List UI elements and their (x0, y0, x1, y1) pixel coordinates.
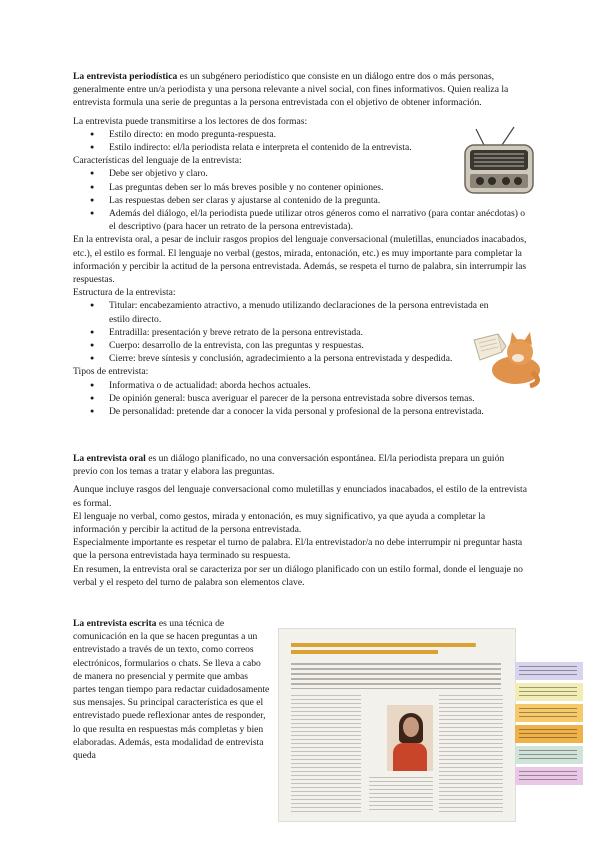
oral-p1 (73, 452, 527, 478)
cat-with-book-icon (472, 322, 544, 388)
structure-item: ● Cuerpo: desarrollo de la entrevista, con las preguntas y respuestas. (109, 339, 489, 352)
magazine-photo (387, 705, 433, 771)
section-escrita (73, 617, 271, 762)
forms-item: ● Estilo directo: en modo pregunta-respuesta. (109, 128, 527, 141)
types-item: ● De personalidad: pretende dar a conocer la vida personal y profesional de la persona entrevistada. (109, 405, 527, 418)
features-list (73, 167, 527, 233)
magazine-column-graphic (369, 777, 433, 813)
magazine-headline-graphic (291, 643, 501, 657)
side-box (515, 725, 583, 743)
features-item: ● Las preguntas deben ser lo más breves posible y no contener opiniones. (109, 181, 489, 194)
side-box (515, 704, 583, 722)
magazine-column-graphic (439, 695, 503, 813)
oral-p2: Aunque incluye rasgos del lenguaje conversacional como muletillas y enunciados inacabados, el estilo de la entrevista es formal. (73, 484, 527, 509)
magazine-side-boxes (515, 662, 583, 788)
forms-list (73, 128, 527, 154)
side-box (515, 767, 583, 785)
magazine-interview-image (278, 628, 516, 822)
structure-item: ● Titular: encabezamiento atractivo, a menudo utilizando declaraciones de la persona entrevistada en estilo directo. (109, 299, 489, 325)
features-intro: Características del lenguaje de la entrevista: (73, 155, 242, 167)
oral-p5: En resumen, la entrevista oral se caracteriza por ser un diálogo planificado con un estilo formal, donde el lenguaje no verbal y el respeto del turno de palabra son elementos clave. (73, 563, 523, 588)
intro-text: es un subgénero periodístico que consiste en un diálogo entre dos o más personas, generalmente entre un/a periodista y una persona relevante a nivel social, con fines informativos. Quien realiza la entrevista formula una serie de preguntas a la persona entrevistada con el objetivo de obtener información. (73, 71, 509, 109)
written-term: La entrevista escrita (73, 618, 157, 629)
written-text: es una técnica de comunicación en la que se hacen preguntas a un entrevistado a través de un texto, como correos electrónicos, formularios o chats. Se lleva a cabo de manera no presencial y permite que ambas partes tengan tiempo para redactar cuidadosamente sus mensajes. Su principal característica es que el entrevistado puede reflexionar antes de responder, lo que resulta en respuestas más completas y bien elaboradas. Además, esta modalidad de entrevista queda (73, 618, 270, 762)
side-box (515, 683, 583, 701)
types-item: ● Informativa o de actualidad: aborda hechos actuales. (109, 379, 527, 392)
types-item: ● De opinión general: busca averiguar el parecer de la persona entrevistada sobre diversos temas. (109, 392, 527, 405)
side-box (515, 746, 583, 764)
section-oral (73, 452, 527, 589)
radio-icon (462, 125, 537, 200)
oral-term: La entrevista oral (73, 453, 146, 464)
side-box (515, 662, 583, 680)
structure-list (73, 299, 527, 365)
section-periodistica (73, 70, 527, 418)
structure-item: ● Entradilla: presentación y breve retrato de la persona entrevistada. (109, 326, 489, 339)
oral-overview-paragraph: En la entrevista oral, a pesar de incluir rasgos propios del lenguaje conversacional (muletillas, enunciados inacabados, etc.), el estilo es formal. El lenguaje no verbal (gestos, mirada, entonación, etc.) es muy importante para completar la información y percibir la actitud de la persona entrevistada. Además, se respeta el turno de palabra, sin interrumpir las respuestas. (73, 234, 527, 286)
oral-p3: El lenguaje no verbal, como gestos, mirada y entonación, es muy significativo, ya que ayuda a completar la información y percibir la actitud de la persona entrevistada. (73, 510, 486, 536)
forms-intro: La entrevista puede transmitirse a los lectores de dos formas: (73, 115, 308, 127)
magazine-lead-graphic (291, 663, 501, 689)
types-list (73, 379, 527, 419)
features-item: ● Además del diálogo, el/la periodista puede utilizar otros géneros como el narrativo (para contar anécdotas) o el descriptivo (para hacer un retrato de la persona entrevistada). (109, 207, 527, 233)
intro-term: La entrevista periodística (73, 71, 178, 82)
features-item: ● Debe ser objetivo y claro. (109, 167, 489, 180)
structure-intro: Estructura de la entrevista: (73, 287, 176, 299)
intro-paragraph (73, 70, 527, 110)
types-intro: Tipos de entrevista: (73, 366, 149, 378)
oral-p1-text: es un diálogo planificado, no una conversación espontánea. El/la periodista prepara un guión previo con los temas a tratar y elabora las preguntas. (73, 453, 505, 478)
written-paragraph (73, 617, 271, 762)
features-item: ● Las respuestas deben ser claras y ajustarse al contenido de la pregunta. (109, 194, 489, 207)
structure-item: ● Cierre: breve síntesis y conclusión, agradecimiento a la persona entrevistada y despedida. (109, 352, 527, 365)
forms-item: ● Estilo indirecto: el/la periodista relata e interpreta el contenido de la entrevista. (109, 141, 527, 154)
magazine-column-graphic (291, 695, 361, 813)
oral-p4: Especialmente importante es respetar el turno de palabra. El/la entrevistador/a no debe interrumpir ni preguntar hasta que la persona entrevistada haya terminado su respuesta. (73, 537, 523, 562)
